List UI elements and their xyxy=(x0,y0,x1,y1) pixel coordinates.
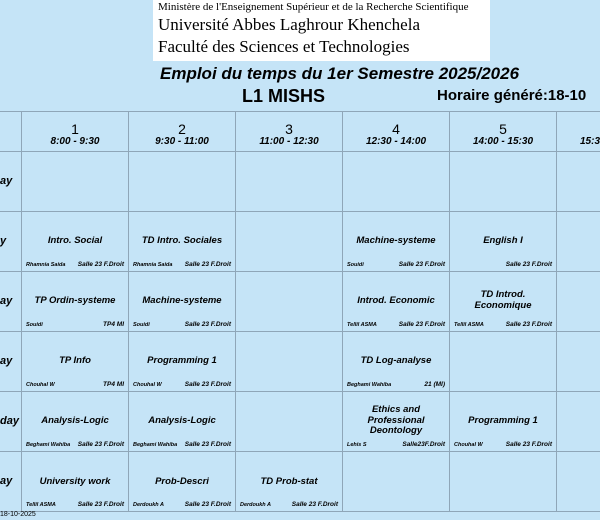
session-room: Salle 23 F.Droit xyxy=(505,441,552,448)
day-label: ay xyxy=(0,175,13,187)
session-teacher: Souidi xyxy=(26,322,43,328)
session-room: Salle 23 F.Droit xyxy=(184,381,231,388)
session-title: English I xyxy=(483,235,523,246)
session-room: 21 (MI) xyxy=(424,381,445,388)
session-cell[interactable] xyxy=(129,212,235,271)
session-teacher: Beghami Wahiba xyxy=(133,442,178,448)
session-teacher: Beghami Wahiba xyxy=(26,442,71,448)
session-title: TD Intro. Sociales xyxy=(141,235,223,246)
period-time: 14:00 - 15:30 xyxy=(472,136,534,147)
period-number: 5 xyxy=(499,121,507,137)
session-cell[interactable] xyxy=(450,392,556,451)
footer-date: 18-10-2025 xyxy=(0,511,36,518)
session-title: Machine-systeme xyxy=(356,235,436,246)
faculty-name: Faculté des Sciences et Technologies xyxy=(158,37,410,56)
session-teacher: Tellil ASMA xyxy=(347,322,377,328)
session-room: Salle 23 F.Droit xyxy=(505,321,552,328)
session-teacher: Rhamnia Saida xyxy=(133,262,173,268)
period-number: 2 xyxy=(178,121,186,137)
session-room: Salle 23 F.Droit xyxy=(184,501,231,508)
session-title: TD Log-analyse xyxy=(360,355,432,366)
day-label: y xyxy=(0,235,7,247)
session-teacher: Beghami Wahiba xyxy=(347,382,392,388)
session-cell[interactable] xyxy=(22,452,128,511)
session-teacher: Chouhal W xyxy=(133,382,162,388)
period-time: 15:3 xyxy=(580,136,600,147)
session-title: Analysis-Logic xyxy=(41,415,109,426)
session-cell[interactable] xyxy=(129,452,235,511)
session-cell[interactable] xyxy=(343,272,449,331)
day-label: ay xyxy=(0,475,13,487)
session-title: Introd. Economic xyxy=(357,295,435,306)
session-cell[interactable] xyxy=(129,332,235,391)
session-cell[interactable] xyxy=(236,452,342,511)
day-label: ay xyxy=(0,355,13,367)
session-title: TP Info xyxy=(59,355,91,366)
session-cell[interactable] xyxy=(129,272,235,331)
session-room: TP4 MI xyxy=(103,321,124,328)
session-title: Machine-systeme xyxy=(142,295,222,306)
session-teacher: Tellil ASMA xyxy=(26,502,56,508)
session-room: Salle 23 F.Droit xyxy=(77,501,124,508)
class-name: L1 MISHS xyxy=(242,86,326,106)
session-teacher: Chouhal W xyxy=(454,442,483,448)
session-room: Salle 23 F.Droit xyxy=(184,321,231,328)
period-number: 3 xyxy=(285,121,293,137)
period-time: 11:00 - 12:30 xyxy=(259,136,319,147)
session-teacher: Derdoukh A xyxy=(133,502,164,508)
period-number: 1 xyxy=(71,121,79,137)
university-name: Université Abbes Laghrour Khenchela xyxy=(158,15,420,34)
session-teacher: Souidi xyxy=(347,262,364,268)
session-room: Salle 23 F.Droit xyxy=(398,321,445,328)
session-cell[interactable] xyxy=(129,392,235,451)
session-room: Salle 23 F.Droit xyxy=(77,261,124,268)
session-room: Salle 23 F.Droit xyxy=(184,261,231,268)
session-teacher: Lehis S xyxy=(347,442,367,448)
session-cell[interactable] xyxy=(22,392,128,451)
period-time: 9:30 - 11:00 xyxy=(155,136,209,147)
session-room: Salle23F.Droit xyxy=(402,441,445,448)
session-room: Salle 23 F.Droit xyxy=(398,261,445,268)
session-title: Programming 1 xyxy=(147,355,217,366)
session-teacher: Chouhal W xyxy=(26,382,55,388)
period-number: 4 xyxy=(392,121,400,137)
session-room: Salle 23 F.Droit xyxy=(291,501,338,508)
session-title: Programming 1 xyxy=(468,415,538,426)
ministry-name: Ministère de l'Enseignement Supérieur et de la Recherche Scientifique xyxy=(158,1,469,13)
session-title: TD Prob-stat xyxy=(260,476,318,487)
session-cell[interactable] xyxy=(450,272,556,331)
period-time: 8:00 - 9:30 xyxy=(50,136,100,147)
session-cell[interactable] xyxy=(22,332,128,391)
session-title: Analysis-Logic xyxy=(148,415,216,426)
session-title: Prob-Descri xyxy=(155,476,209,487)
session-cell[interactable] xyxy=(22,272,128,331)
session-cell[interactable] xyxy=(22,212,128,271)
session-title: Ethics and Professional Deontology xyxy=(367,404,425,436)
day-label: day xyxy=(0,415,19,427)
session-teacher: Rhamnia Saida xyxy=(26,262,66,268)
session-room: Salle 23 F.Droit xyxy=(184,441,231,448)
session-teacher: Derdoukh A xyxy=(240,502,271,508)
session-cell[interactable] xyxy=(343,392,449,451)
session-cell[interactable] xyxy=(343,212,449,271)
session-room: Salle 23 F.Droit xyxy=(77,441,124,448)
period-time: 12:30 - 14:00 xyxy=(365,136,427,147)
session-cell[interactable] xyxy=(343,332,449,391)
session-title: TP Ordin-systeme xyxy=(34,295,116,306)
session-teacher: Souidi xyxy=(133,322,150,328)
session-title: Intro. Social xyxy=(47,235,103,246)
timetable-title: Emploi du temps du 1er Semestre 2025/2026 xyxy=(160,64,520,83)
session-teacher: Tellil ASMA xyxy=(454,322,484,328)
session-title: University work xyxy=(39,476,111,487)
session-cell[interactable] xyxy=(450,212,556,271)
session-room: Salle 23 F.Droit xyxy=(505,261,552,268)
day-label: ay xyxy=(0,295,13,307)
session-room: TP4 MI xyxy=(103,381,124,388)
session-title: TD Introd. Economique xyxy=(474,289,532,311)
generated-date: Horaire généré:18-10 xyxy=(437,87,587,104)
